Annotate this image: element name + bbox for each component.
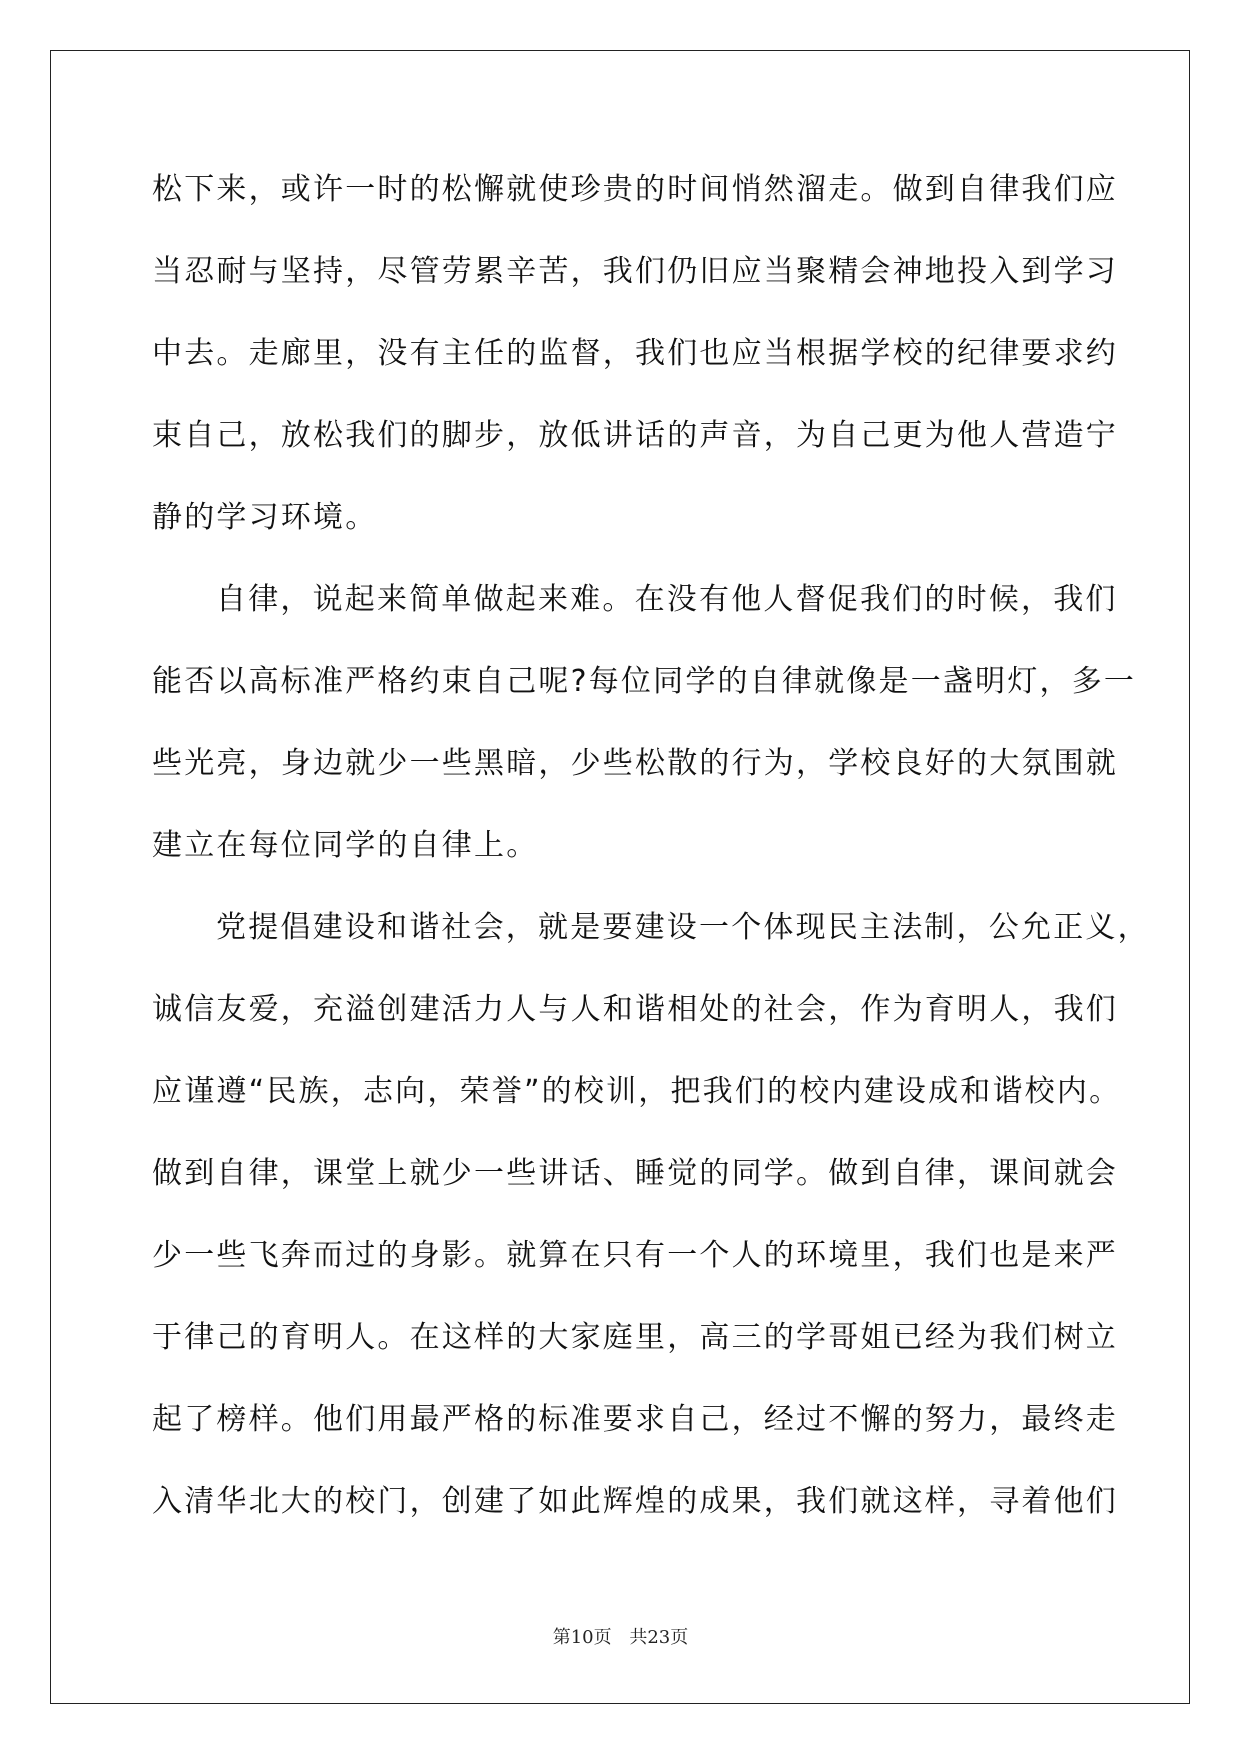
text-line: 束自己，放松我们的脚步，放低讲话的声音，为自己更为他人营造宁 [152,418,1118,453]
text-line: 起了榜样。他们用最严格的标准要求自己，经过不懈的努力，最终走 [152,1402,1118,1437]
text-line: 建立在每位同学的自律上。 [152,828,539,863]
text-line: 静的学习环境。 [152,500,378,535]
text-line: 于律己的育明人。在这样的大家庭里，高三的学哥姐已经为我们树立 [152,1320,1118,1355]
page-footer [0,1623,1241,1649]
text-line: 中去。走廊里，没有主任的监督，我们也应当根据学校的纪律要求约 [152,336,1118,371]
paragraph-start-line: 党提倡建设和谐社会，就是要建设一个体现民主法制，公允正义， [216,910,1150,945]
text-line: 入清华北大的校门，创建了如此辉煌的成果，我们就这样，寻着他们 [152,1484,1118,1519]
text-line: 应谨遵“民族，志向，荣誉”的校训，把我们的校内建设成和谐校内。 [152,1074,1122,1109]
text-line: 当忍耐与坚持，尽管劳累辛苦，我们仍旧应当聚精会神地投入到学习 [152,254,1118,289]
paragraph-start-line: 自律，说起来简单做起来难。在没有他人督促我们的时候，我们 [216,582,1118,617]
text-line: 少一些飞奔而过的身影。就算在只有一个人的环境里，我们也是来严 [152,1238,1118,1273]
page-total: 共23页 [629,1627,689,1648]
document-body [152,160,1150,1554]
text-line: 诚信友爱，充溢创建活力人与人和谐相处的社会，作为育明人，我们 [152,992,1118,1027]
text-line: 能否以高标准严格约束自己呢?每位同学的自律就像是一盏明灯，多一 [152,664,1137,699]
text-line: 做到自律，课堂上就少一些讲话、睡觉的同学。做到自律，课间就会 [152,1156,1118,1191]
text-line: 些光亮，身边就少一些黑暗，少些松散的行为，学校良好的大氛围就 [152,746,1118,781]
text-line: 松下来，或许一时的松懈就使珍贵的时间悄然溜走。做到自律我们应 [152,172,1118,207]
page-number: 第10页 [552,1627,612,1648]
